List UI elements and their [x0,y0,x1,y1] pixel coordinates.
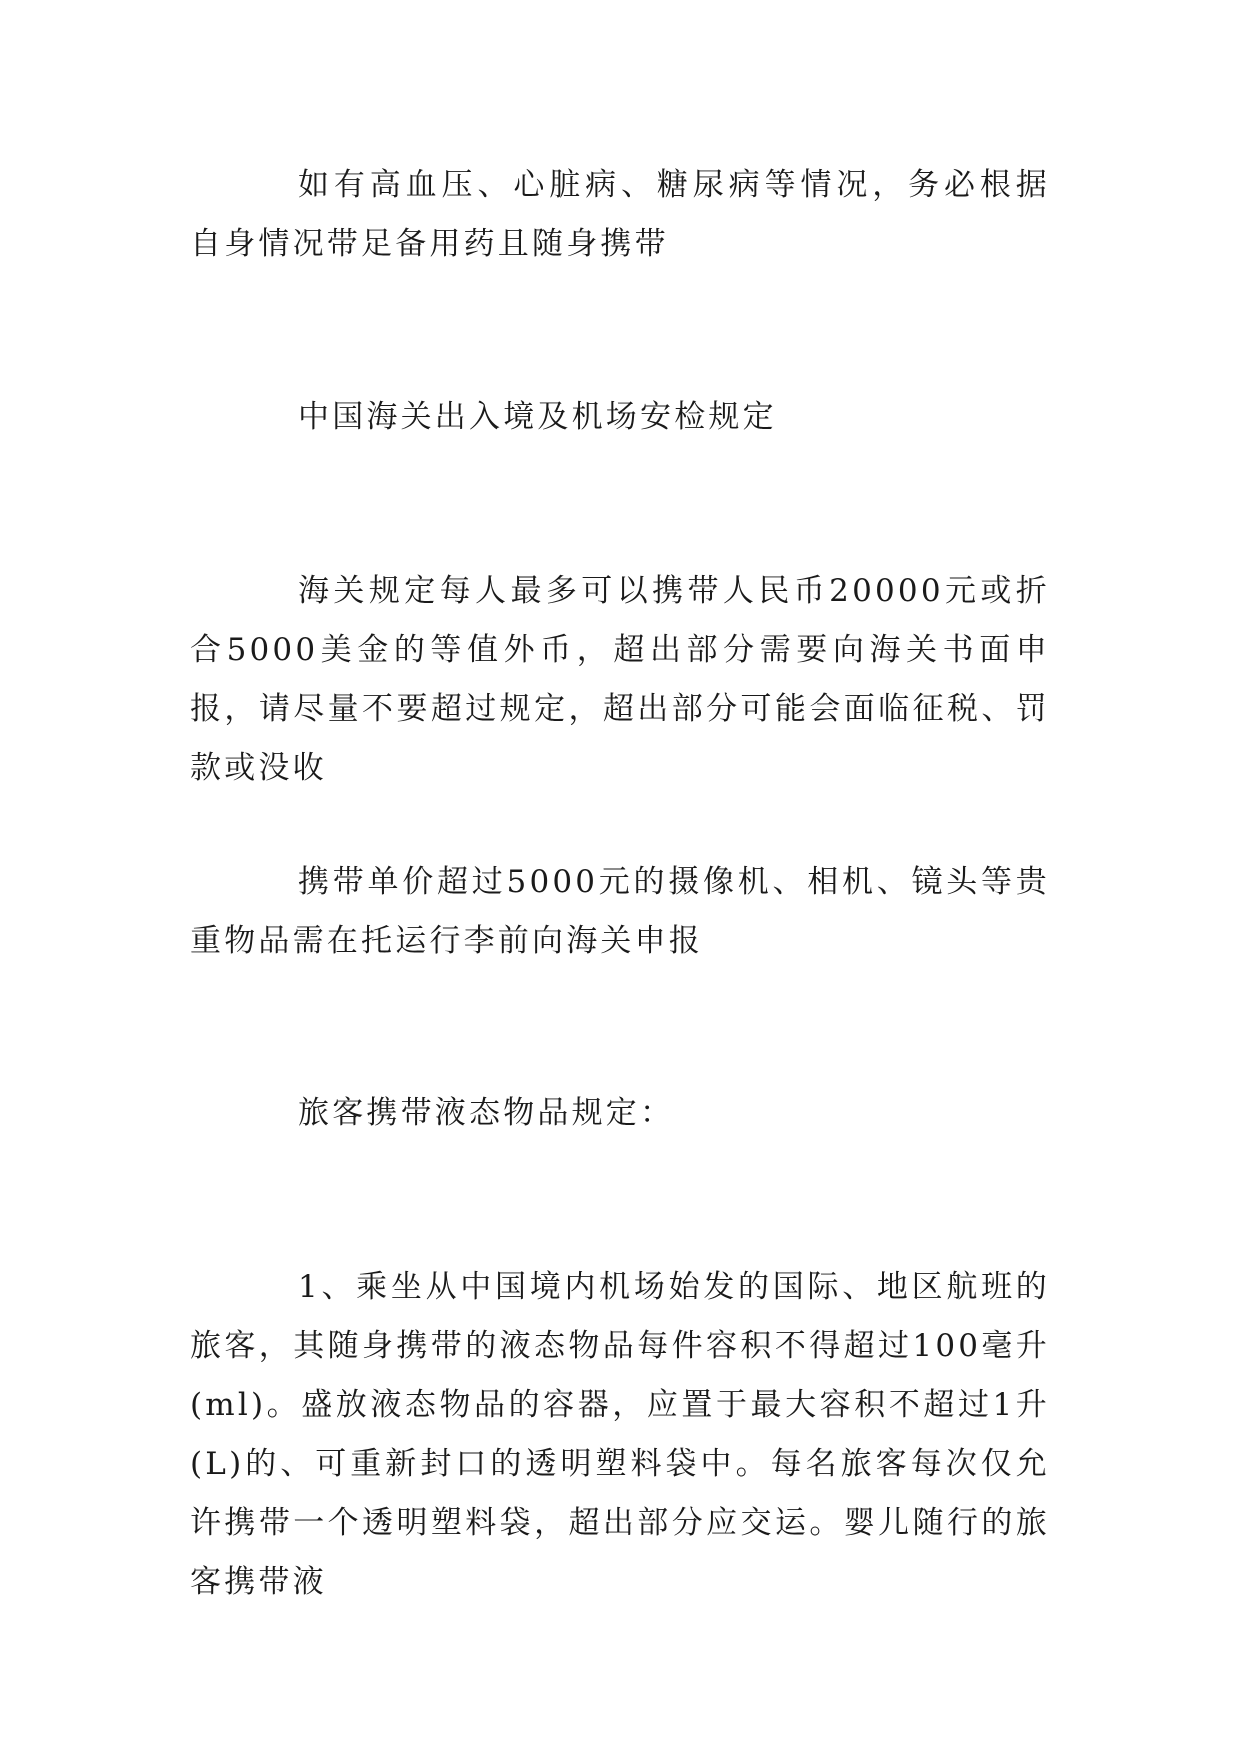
section-heading-customs-rules: 中国海关出入境及机场安检规定 [298,399,777,435]
paragraph-medication-notice: 如有高血压、心脏病、糖尿病等情况，务必根据自身情况带足备用药且随身携带 [190,167,1050,262]
paragraph-currency-limit: 海关规定每人最多可以携带人民币20000元或折合5000美金的等值外币，超出部分需要向海关书面申报，请尽量不要超过规定，超出部分可能会面临征税、罚款或没收 [190,573,1050,786]
paragraph-liquids-rule-1: 1、乘坐从中国境内机场始发的国际、地区航班的旅客，其随身携带的液态物品每件容积不得超过100毫升(ml)。盛放液态物品的容器，应置于最大容积不超过1升(L)的、可重新封口的透明塑料袋中。每名旅客每次仅允许携带一个透明塑料袋，超出部分应交运。婴儿随行的旅客携带液 [190,1269,1050,1600]
section-heading-liquids-rules: 旅客携带液态物品规定： [298,1095,675,1131]
paragraph-valuables-declaration: 携带单价超过5000元的摄像机、相机、镜头等贵重物品需在托运行李前向海关申报 [190,864,1050,959]
